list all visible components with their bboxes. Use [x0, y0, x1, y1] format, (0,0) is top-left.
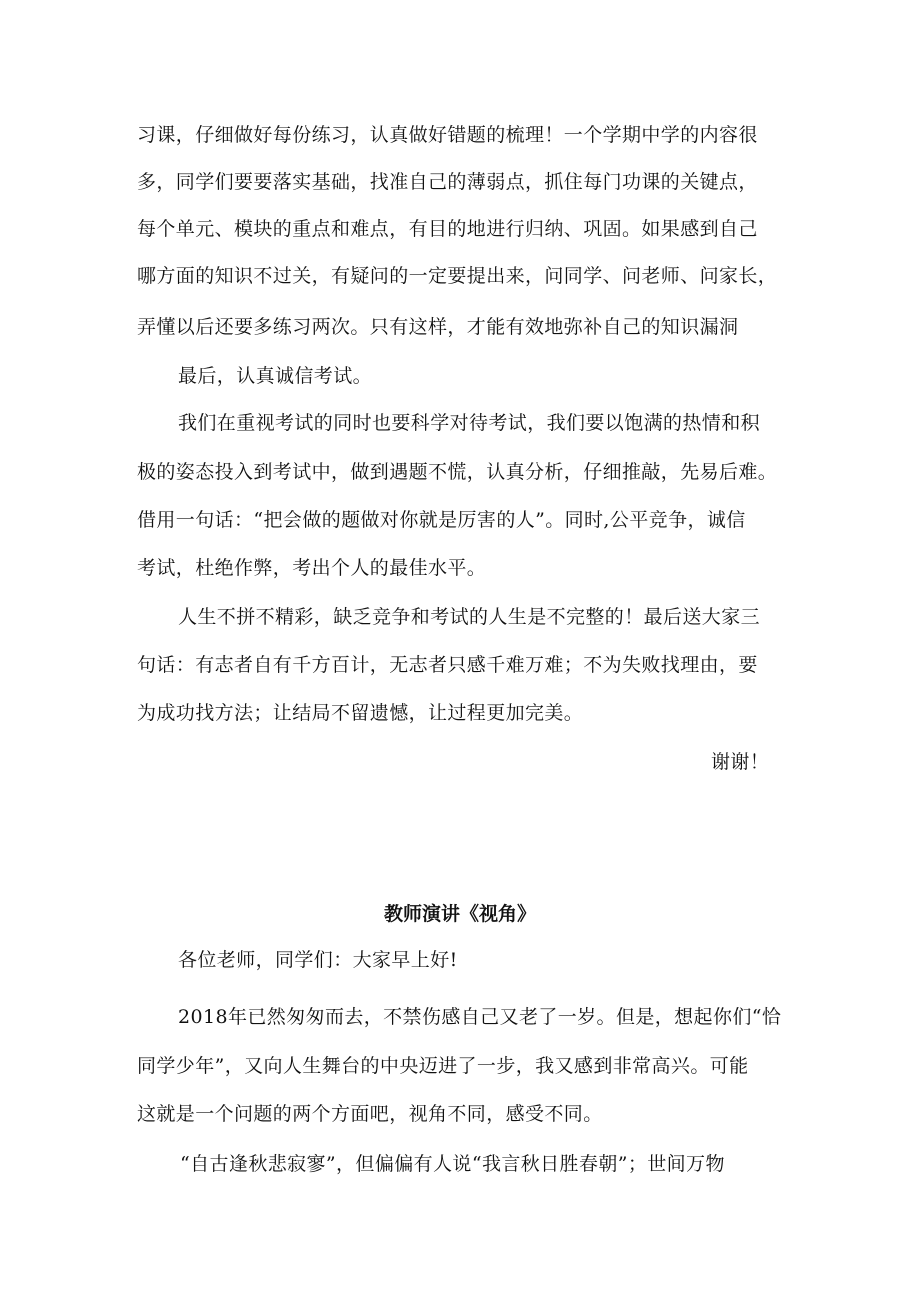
closing-text: 谢谢！ [711, 751, 770, 773]
speech-title: 教师演讲《视角》 [383, 903, 536, 925]
paragraph-line: 人生不拼不精彩，缺乏竞争和考试的人生是不完整的！最后送大家三 [178, 606, 761, 628]
paragraph-line: “自古逢秋悲寂寥”，但偏偏有人说“我言秋日胜春朝”；世间万物 [180, 1153, 725, 1175]
paragraph-line: 考试，杜绝作弊，考出个人的最佳水平。 [137, 557, 487, 579]
paragraph-line: 为成功找方法；让结局不留遗憾，让过程更加完美。 [137, 702, 584, 724]
paragraph-line: 最后，认真诚信考试。 [178, 365, 373, 387]
paragraph-line: 习课，仔细做好每份练习，认真做好错题的梳理！一个学期中学的内容很 [137, 124, 758, 146]
paragraph-line: 弄懂以后还要多练习两次。只有这样，才能有效地弥补自己的知识漏洞 [137, 316, 739, 338]
paragraph-line: 我们在重视考试的同时也要科学对待考试，我们要以饱满的热情和积 [178, 412, 761, 434]
greeting-line: 各位老师，同学们：大家早上好! [178, 949, 458, 971]
paragraph-line: 极的姿态投入到考试中，做到遇题不慌，认真分析，仔细推敲，先易后难。 [137, 461, 778, 483]
paragraph-line: 这就是一个问题的两个方面吧，视角不同，感受不同。 [137, 1103, 603, 1125]
paragraph-line: 哪方面的知识不过关，有疑问的一定要提出来，问同学、问老师、问家长， [137, 265, 778, 287]
paragraph-line: 句话：有志者自有千方百计，无志者只感千难万难；不为失败找理由，要 [137, 654, 758, 676]
paragraph-line: 每个单元、模块的重点和难点，有目的地进行归纳、巩固。如果感到自己 [137, 218, 758, 240]
paragraph-line: 借用一句话：“把会做的题做对你就是厉害的人”。同时,公平竞争，诚信 [137, 509, 746, 531]
paragraph-line: 同学少年”，又向人生舞台的中央迈进了一步，我又感到非常高兴。可能 [137, 1055, 749, 1077]
paragraph-line: 2018年已然匆匆而去，不禁伤感自己又老了一岁。但是，想起你们“恰 [178, 1006, 782, 1028]
paragraph-line: 多，同学们要要落实基础，找准自己的薄弱点，抓住每门功课的关键点， [137, 171, 758, 193]
